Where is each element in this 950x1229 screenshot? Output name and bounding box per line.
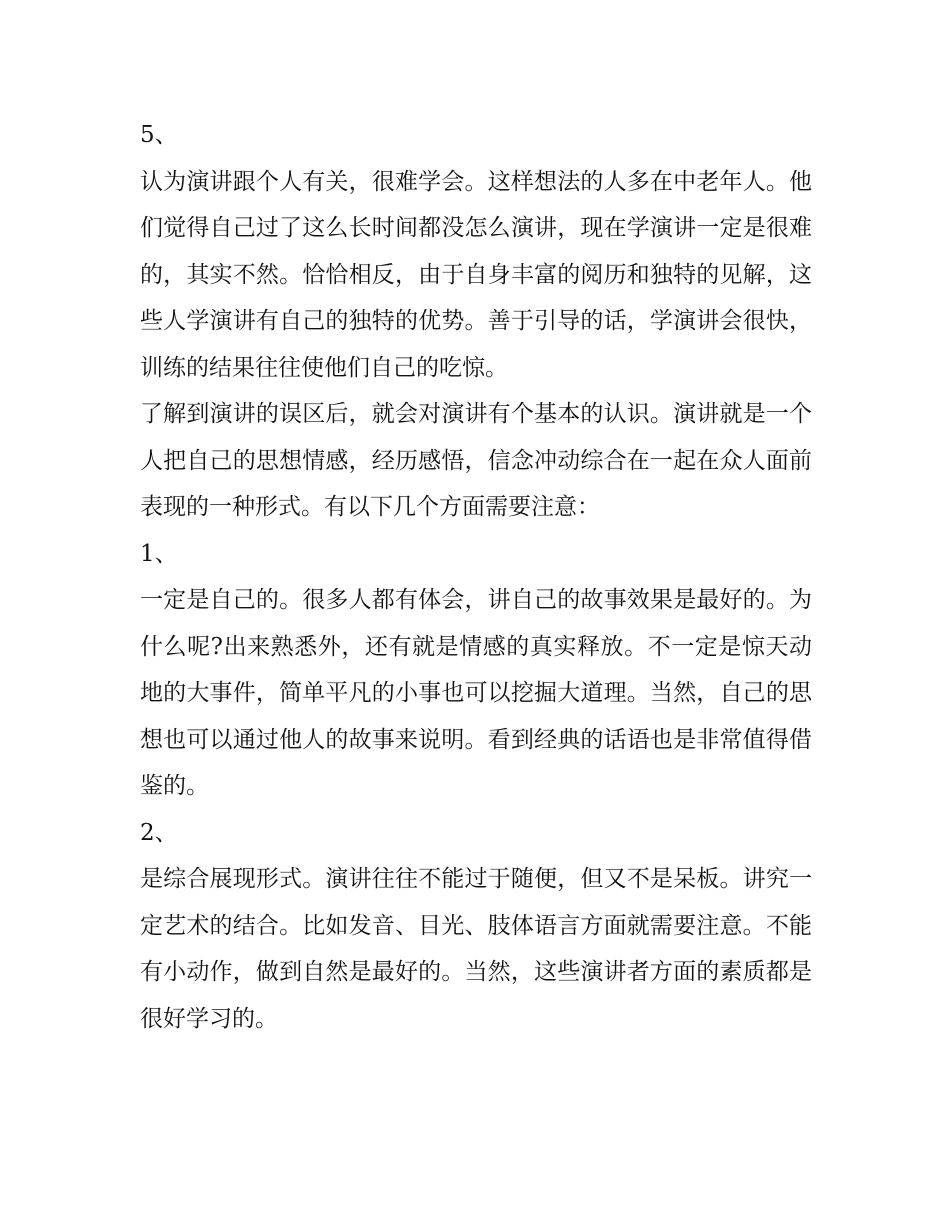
paragraph-misconception-5: 认为演讲跟个人有关，很难学会。这样想法的人多在中老年人。他们觉得自己过了这么长时间都没怎么演讲，现在学演讲一定是很难的，其实不然。恰恰相反，由于自身丰富的阅历和独特的见解，这些人学演讲有自己的独特的优势。善于引导的话，学演讲会很快，训练的结果往往使他们自己的吃惊。 [140,168,812,381]
list-number-5: 5、 [140,122,178,148]
paragraph-point-2: 是综合展现形式。演讲往往不能过于随便，但又不是呆板。讲究一定艺术的结合。比如发音、目光、肢体语言方面就需要注意。不能有小动作，做到自然是最好的。当然，这些演讲者方面的素质都是很好学习的。 [140,866,812,1032]
paragraph-speech-definition: 了解到演讲的误区后，就会对演讲有个基本的认识。演讲就是一个人把自己的思想情感，经历感悟，信念冲动综合在一起在众人面前表现的一种形式。有以下几个方面需要注意： [140,401,812,520]
list-number-1: 1、 [140,540,178,567]
list-number-2: 2、 [140,819,178,846]
document-body [140,112,812,1042]
paragraph-point-1: 一定是自己的。很多人都有体会，讲自己的故事效果是最好的。为什么呢?出来熟悉外，还有就是情感的真实释放。不一定是惊天动地的大事件，简单平凡的小事也可以挖掘大道理。当然，自己的思想也可以通过他人的故事来说明。看到经典的话语也是非常值得借鉴的。 [140,587,812,799]
